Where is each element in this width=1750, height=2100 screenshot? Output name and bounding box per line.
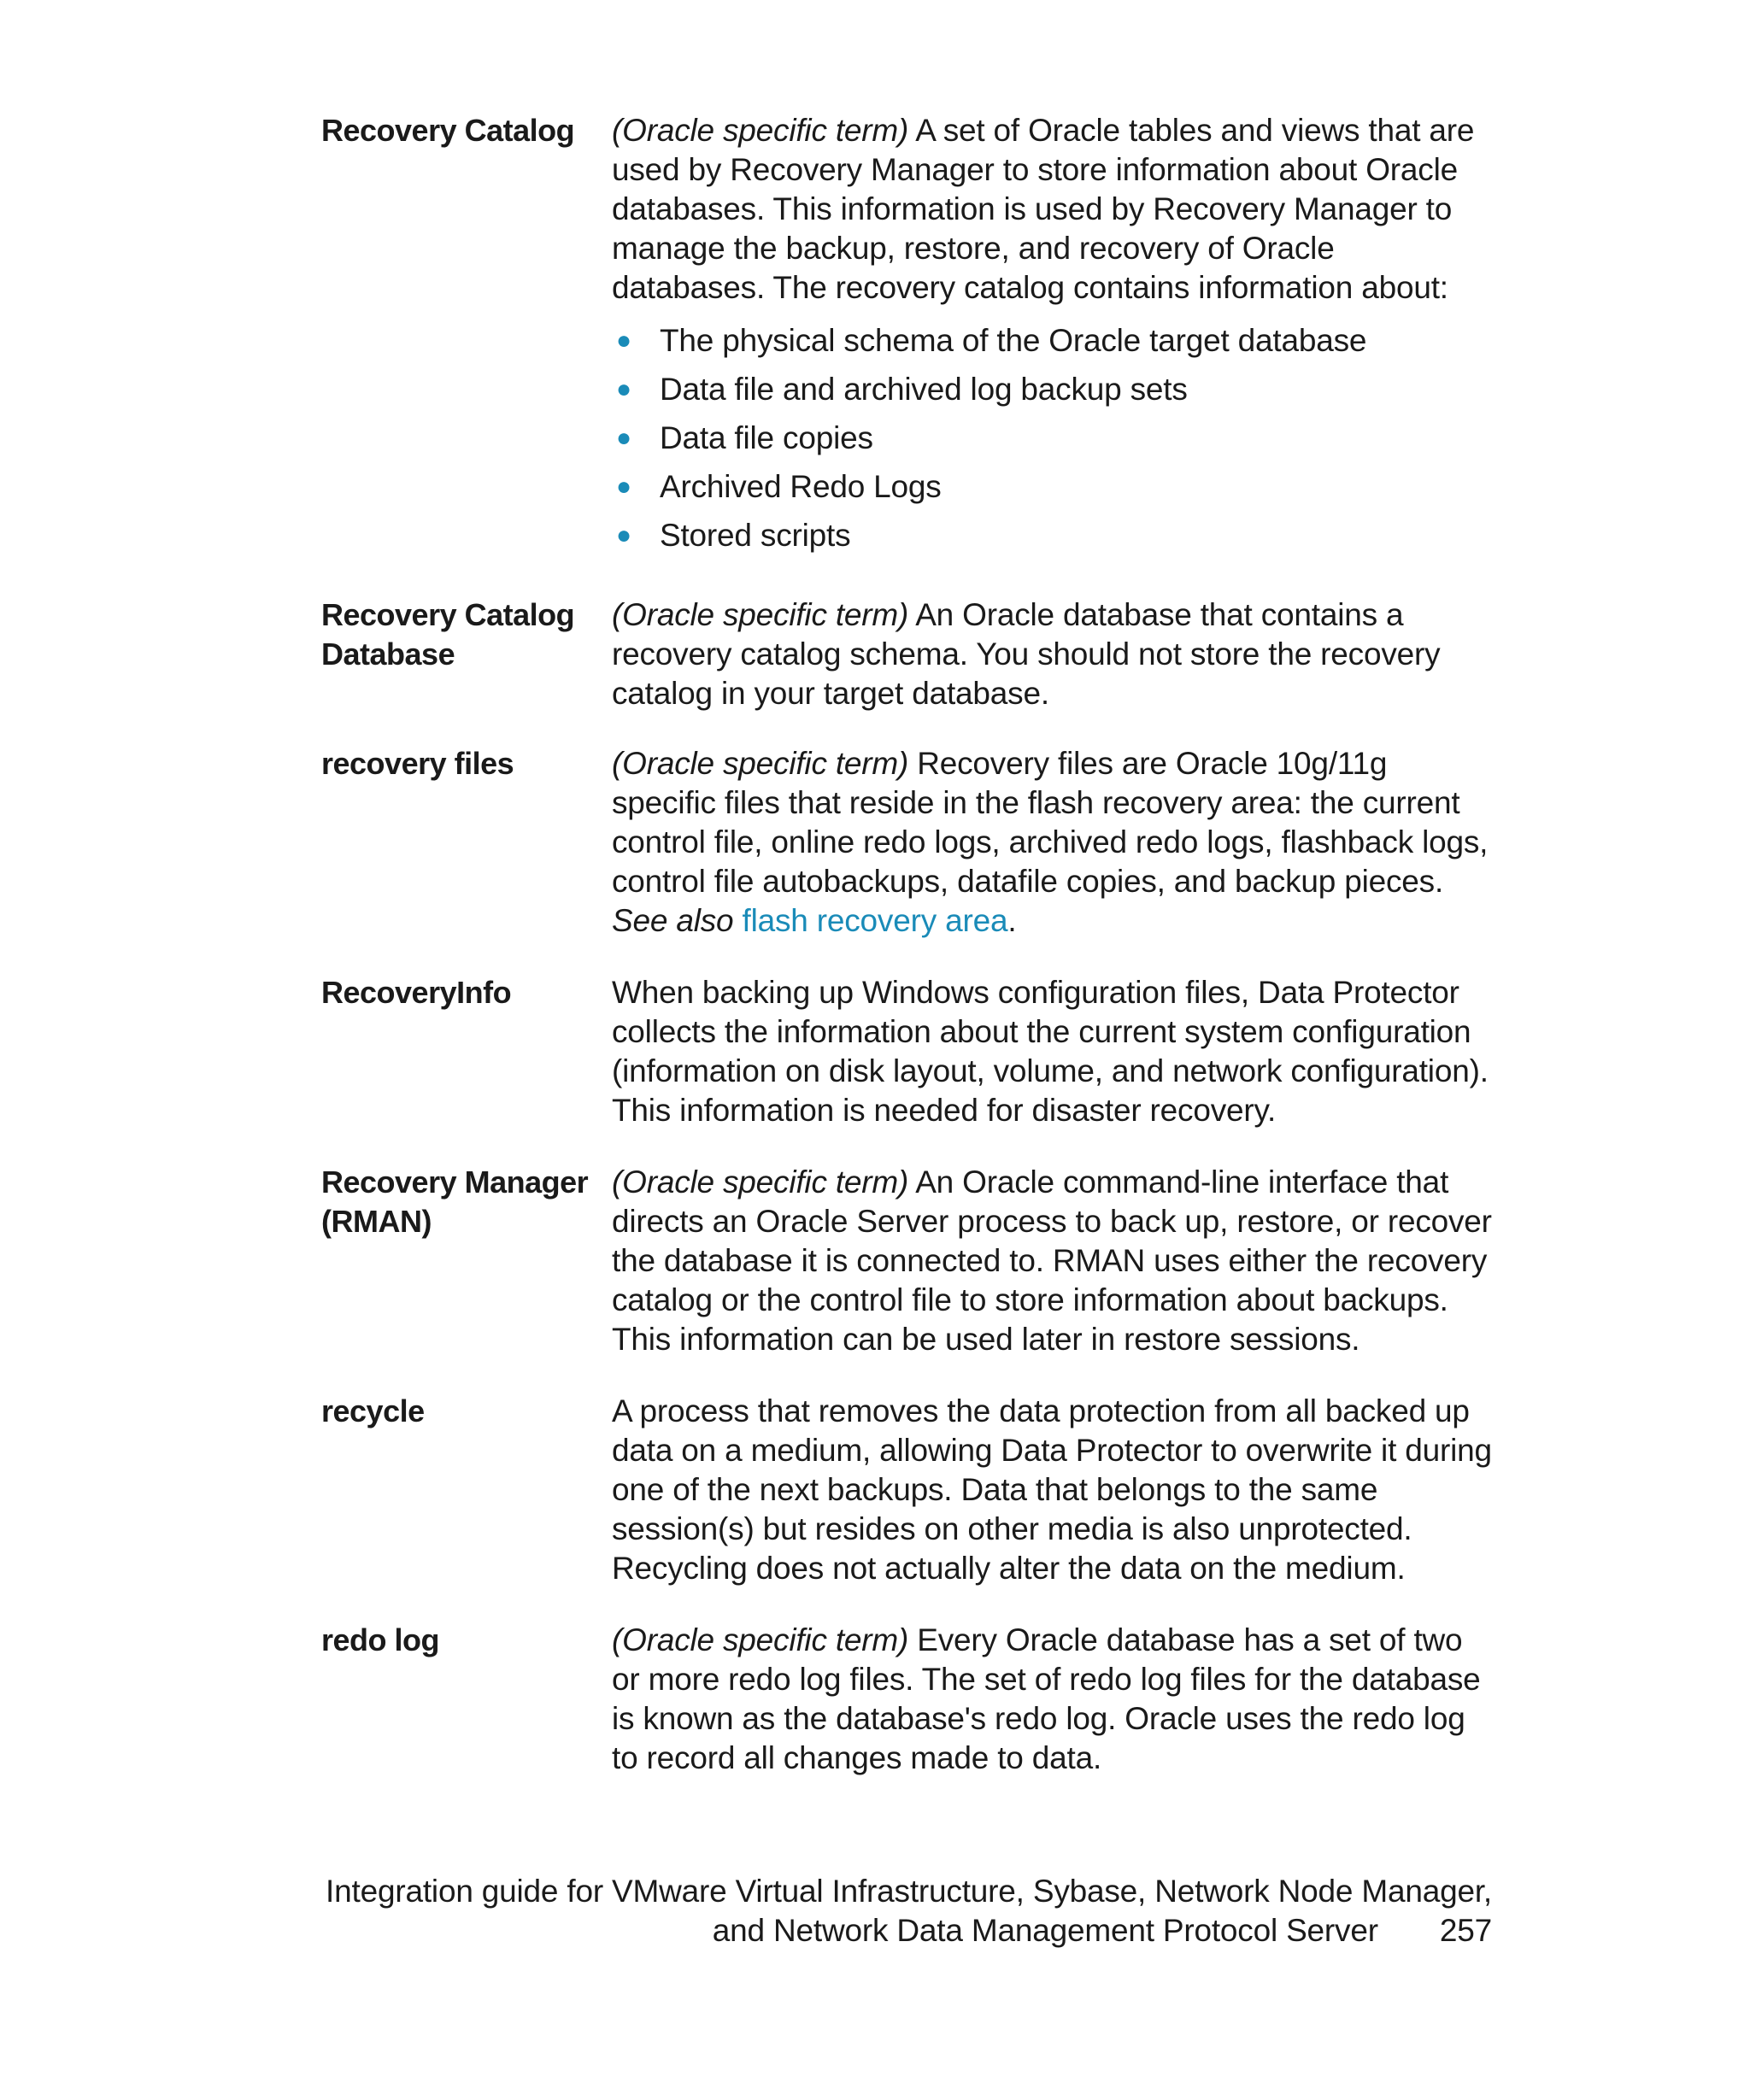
list-item-text: Stored scripts: [660, 518, 851, 553]
glossary-entry-recovery-catalog-database: [321, 595, 1492, 713]
term-text: Recovery Catalog: [321, 597, 575, 632]
definition-text: A set of Oracle tables and views that are used by Recovery Manager to store information about Oracle databases. This information is used by Recovery Manager to manage the backup, restore, and recovery of Oracle databases. The recovery catalog contains information about:: [612, 113, 1475, 305]
list-item: [612, 511, 1492, 560]
list-item: [612, 414, 1492, 462]
list-item-text: Archived Redo Logs: [660, 469, 942, 504]
glossary-entry-recovery-files: [321, 744, 1492, 941]
definition-text: An Oracle command-line interface that directs an Oracle Server process to back up, restore, or recover the database it is connected to. RMAN uses either the recovery catalog or the control file to store information about backups. This information can be used later in restore sessions.: [612, 1164, 1492, 1357]
glossary-definition: [612, 1163, 1492, 1359]
glossary-term: [321, 1621, 612, 1660]
term-qualifier: (Oracle specific term): [612, 113, 909, 148]
definition-paragraph: [612, 1163, 1492, 1359]
bullet-icon: ●: [616, 521, 631, 549]
list-item-text: The physical schema of the Oracle target database: [660, 323, 1367, 358]
glossary-definition: [612, 595, 1492, 713]
glossary-term: [321, 595, 612, 674]
glossary-definition: [612, 1621, 1492, 1778]
see-also-end: .: [1007, 903, 1017, 938]
glossary-entry-recoveryinfo: [321, 973, 1492, 1130]
glossary-entry-recovery-manager: [321, 1163, 1492, 1359]
term-text: Recovery Catalog: [321, 113, 575, 148]
glossary-definition: [612, 744, 1492, 941]
definition-paragraph: [612, 1621, 1492, 1778]
definition-paragraph: [612, 111, 1492, 308]
glossary-definition: [612, 1392, 1492, 1588]
term-text: redo log: [321, 1622, 439, 1657]
term-text: Recovery Manager: [321, 1164, 589, 1200]
glossary-entry-redo-log: [321, 1621, 1492, 1778]
list-item: [612, 365, 1492, 414]
glossary-definition: [612, 973, 1492, 1130]
definition-paragraph: [612, 595, 1492, 713]
term-qualifier: (Oracle specific term): [612, 597, 909, 632]
glossary-term: [321, 111, 612, 150]
page-footer: [321, 1872, 1492, 1950]
definition-text: Every Oracle database has a set of two or more redo log files. The set of redo log files for the database is known as the database's redo log. Oracle uses the redo log to record all changes made to data.: [612, 1622, 1481, 1775]
see-also-label: See also: [612, 903, 734, 938]
definition-paragraph: [612, 1392, 1492, 1588]
glossary-term: [321, 1163, 612, 1241]
bullet-icon: ●: [616, 472, 631, 501]
term-text: recovery files: [321, 746, 514, 781]
term-text-line2: (RMAN): [321, 1204, 432, 1239]
bullet-icon: ●: [616, 424, 631, 452]
see-also-line: [612, 901, 1492, 941]
bullet-icon: ●: [616, 375, 631, 403]
term-qualifier: (Oracle specific term): [612, 1164, 909, 1200]
definition-text: An Oracle database that contains a recovery catalog schema. You should not store the recovery catalog in your target database.: [612, 597, 1441, 711]
page-number: 257: [1439, 1913, 1492, 1948]
term-text-line2: Database: [321, 636, 455, 672]
footer-title-line2: and Network Data Management Protocol Server: [712, 1913, 1378, 1948]
definition-text: A process that removes the data protection from all backed up data on a medium, allowing Data Protector to overwrite it during one of the next backups. Data that belongs to the same session(s) but resides on other media is also unprotected. Recycling does not actually alter the data on the medium.: [612, 1393, 1492, 1586]
term-text: recycle: [321, 1393, 425, 1428]
definition-paragraph: [612, 973, 1492, 1130]
term-qualifier: (Oracle specific term): [612, 746, 909, 781]
definition-text: Recovery files are Oracle 10g/11g specific files that reside in the flash recovery area: the current control file, online redo logs, archived redo logs, flashback logs, control file autobackups, datafile copies, and backup pieces.: [612, 746, 1489, 899]
see-also-link[interactable]: flash recovery area: [742, 903, 1008, 938]
list-item-text: Data file and archived log backup sets: [660, 372, 1188, 407]
list-item: [612, 462, 1492, 511]
glossary-term: [321, 744, 612, 783]
glossary-entry-recovery-catalog: [321, 111, 1492, 560]
term-qualifier: (Oracle specific term): [612, 1622, 909, 1657]
list-item-text: Data file copies: [660, 420, 873, 455]
definition-paragraph: [612, 744, 1492, 901]
footer-title-line1: Integration guide for VMware Virtual Infrastructure, Sybase, Network Node Manager,: [326, 1874, 1492, 1909]
bullet-icon: ●: [616, 326, 631, 355]
glossary-list: [321, 111, 1492, 1778]
term-text: RecoveryInfo: [321, 975, 512, 1010]
glossary-definition: [612, 111, 1492, 560]
bullet-list: [612, 316, 1492, 560]
glossary-entry-recycle: [321, 1392, 1492, 1588]
glossary-term: [321, 973, 612, 1012]
glossary-term: [321, 1392, 612, 1431]
definition-text: When backing up Windows configuration files, Data Protector collects the information about the current system configuration (information on disk layout, volume, and network configuration). This information is needed for disaster recovery.: [612, 975, 1489, 1128]
list-item: [612, 316, 1492, 365]
